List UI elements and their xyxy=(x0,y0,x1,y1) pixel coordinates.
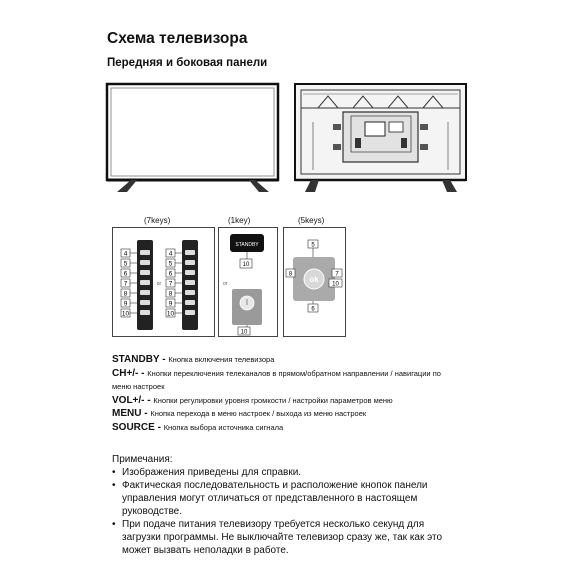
legend-row-standby: STANDBY - Кнопка включения телевизора xyxy=(112,354,275,365)
key-number: 10 xyxy=(332,281,339,288)
one-key-panel xyxy=(218,227,278,337)
key-number: 8 xyxy=(168,290,173,298)
notes-section xyxy=(112,453,462,557)
key-number: 8 xyxy=(123,290,128,298)
legend-row-menu: MENU - Кнопка перехода в меню настроек / выхода из меню настроек xyxy=(112,408,367,419)
panel-label-7keys: (7keys) xyxy=(144,216,171,225)
section-subtitle: Передняя и боковая панели xyxy=(107,57,268,69)
key-number: 10 xyxy=(166,310,175,318)
key-number: 6 xyxy=(311,306,315,313)
key-number: 9 xyxy=(168,300,173,308)
key-number: 7 xyxy=(168,280,173,288)
tv-front-diagram xyxy=(105,82,280,194)
key-number: 6 xyxy=(168,270,173,278)
panel-label-5keys: (5keys) xyxy=(298,216,325,225)
key-number: 10 xyxy=(242,262,250,268)
button-legend xyxy=(112,353,452,434)
key-number: 8 xyxy=(288,271,293,278)
legend-row-source: SOURCE - Кнопка выбора источника сигнала xyxy=(112,421,284,433)
standby-button-label: STANDBY xyxy=(235,242,259,248)
seven-keys-panel xyxy=(112,227,215,337)
key-number: 7 xyxy=(335,271,339,278)
legend-row-volume: VOL+/- - Кнопки регулировки уровня громкости / настройки параметров меню xyxy=(112,394,393,406)
key-number: 9 xyxy=(123,300,128,308)
or-separator: or xyxy=(223,281,228,287)
note-item: • Фактическая последовательность и расположение кнопок панели управления могут отличаться от представленного в настоящем руководстве. xyxy=(112,479,462,518)
key-number: 10 xyxy=(240,329,248,336)
five-keys-panel xyxy=(283,227,346,337)
notes-heading: Примечания: xyxy=(112,454,173,465)
key-number: 5 xyxy=(311,242,315,249)
or-separator: or xyxy=(156,281,162,287)
key-number: 7 xyxy=(123,280,128,288)
key-number: 10 xyxy=(121,310,130,318)
note-item: • При подаче питания телевизору требуется несколько секунд для загрузки программы. Не выключайте телевизор сразу же, так как это может вызвать неполадки в работе. xyxy=(112,518,462,557)
panel-label-1key: (1key) xyxy=(228,216,251,225)
key-number: 5 xyxy=(168,260,173,268)
key-number: 4 xyxy=(123,250,128,258)
page-title: Схема телевизора xyxy=(107,30,248,47)
key-number: 5 xyxy=(123,260,128,268)
legend-row-channel: CH+/- - Кнопки переключения телеканалов в прямом/обратном направлении / навигации по меню настроек xyxy=(112,367,441,391)
tv-back-diagram xyxy=(293,82,468,194)
notes-list xyxy=(112,466,462,557)
ok-button-label: ok xyxy=(309,275,319,284)
key-number: 6 xyxy=(123,270,128,278)
note-item: • Изображения приведены для справки. xyxy=(112,466,462,479)
key-number: 4 xyxy=(168,250,173,258)
